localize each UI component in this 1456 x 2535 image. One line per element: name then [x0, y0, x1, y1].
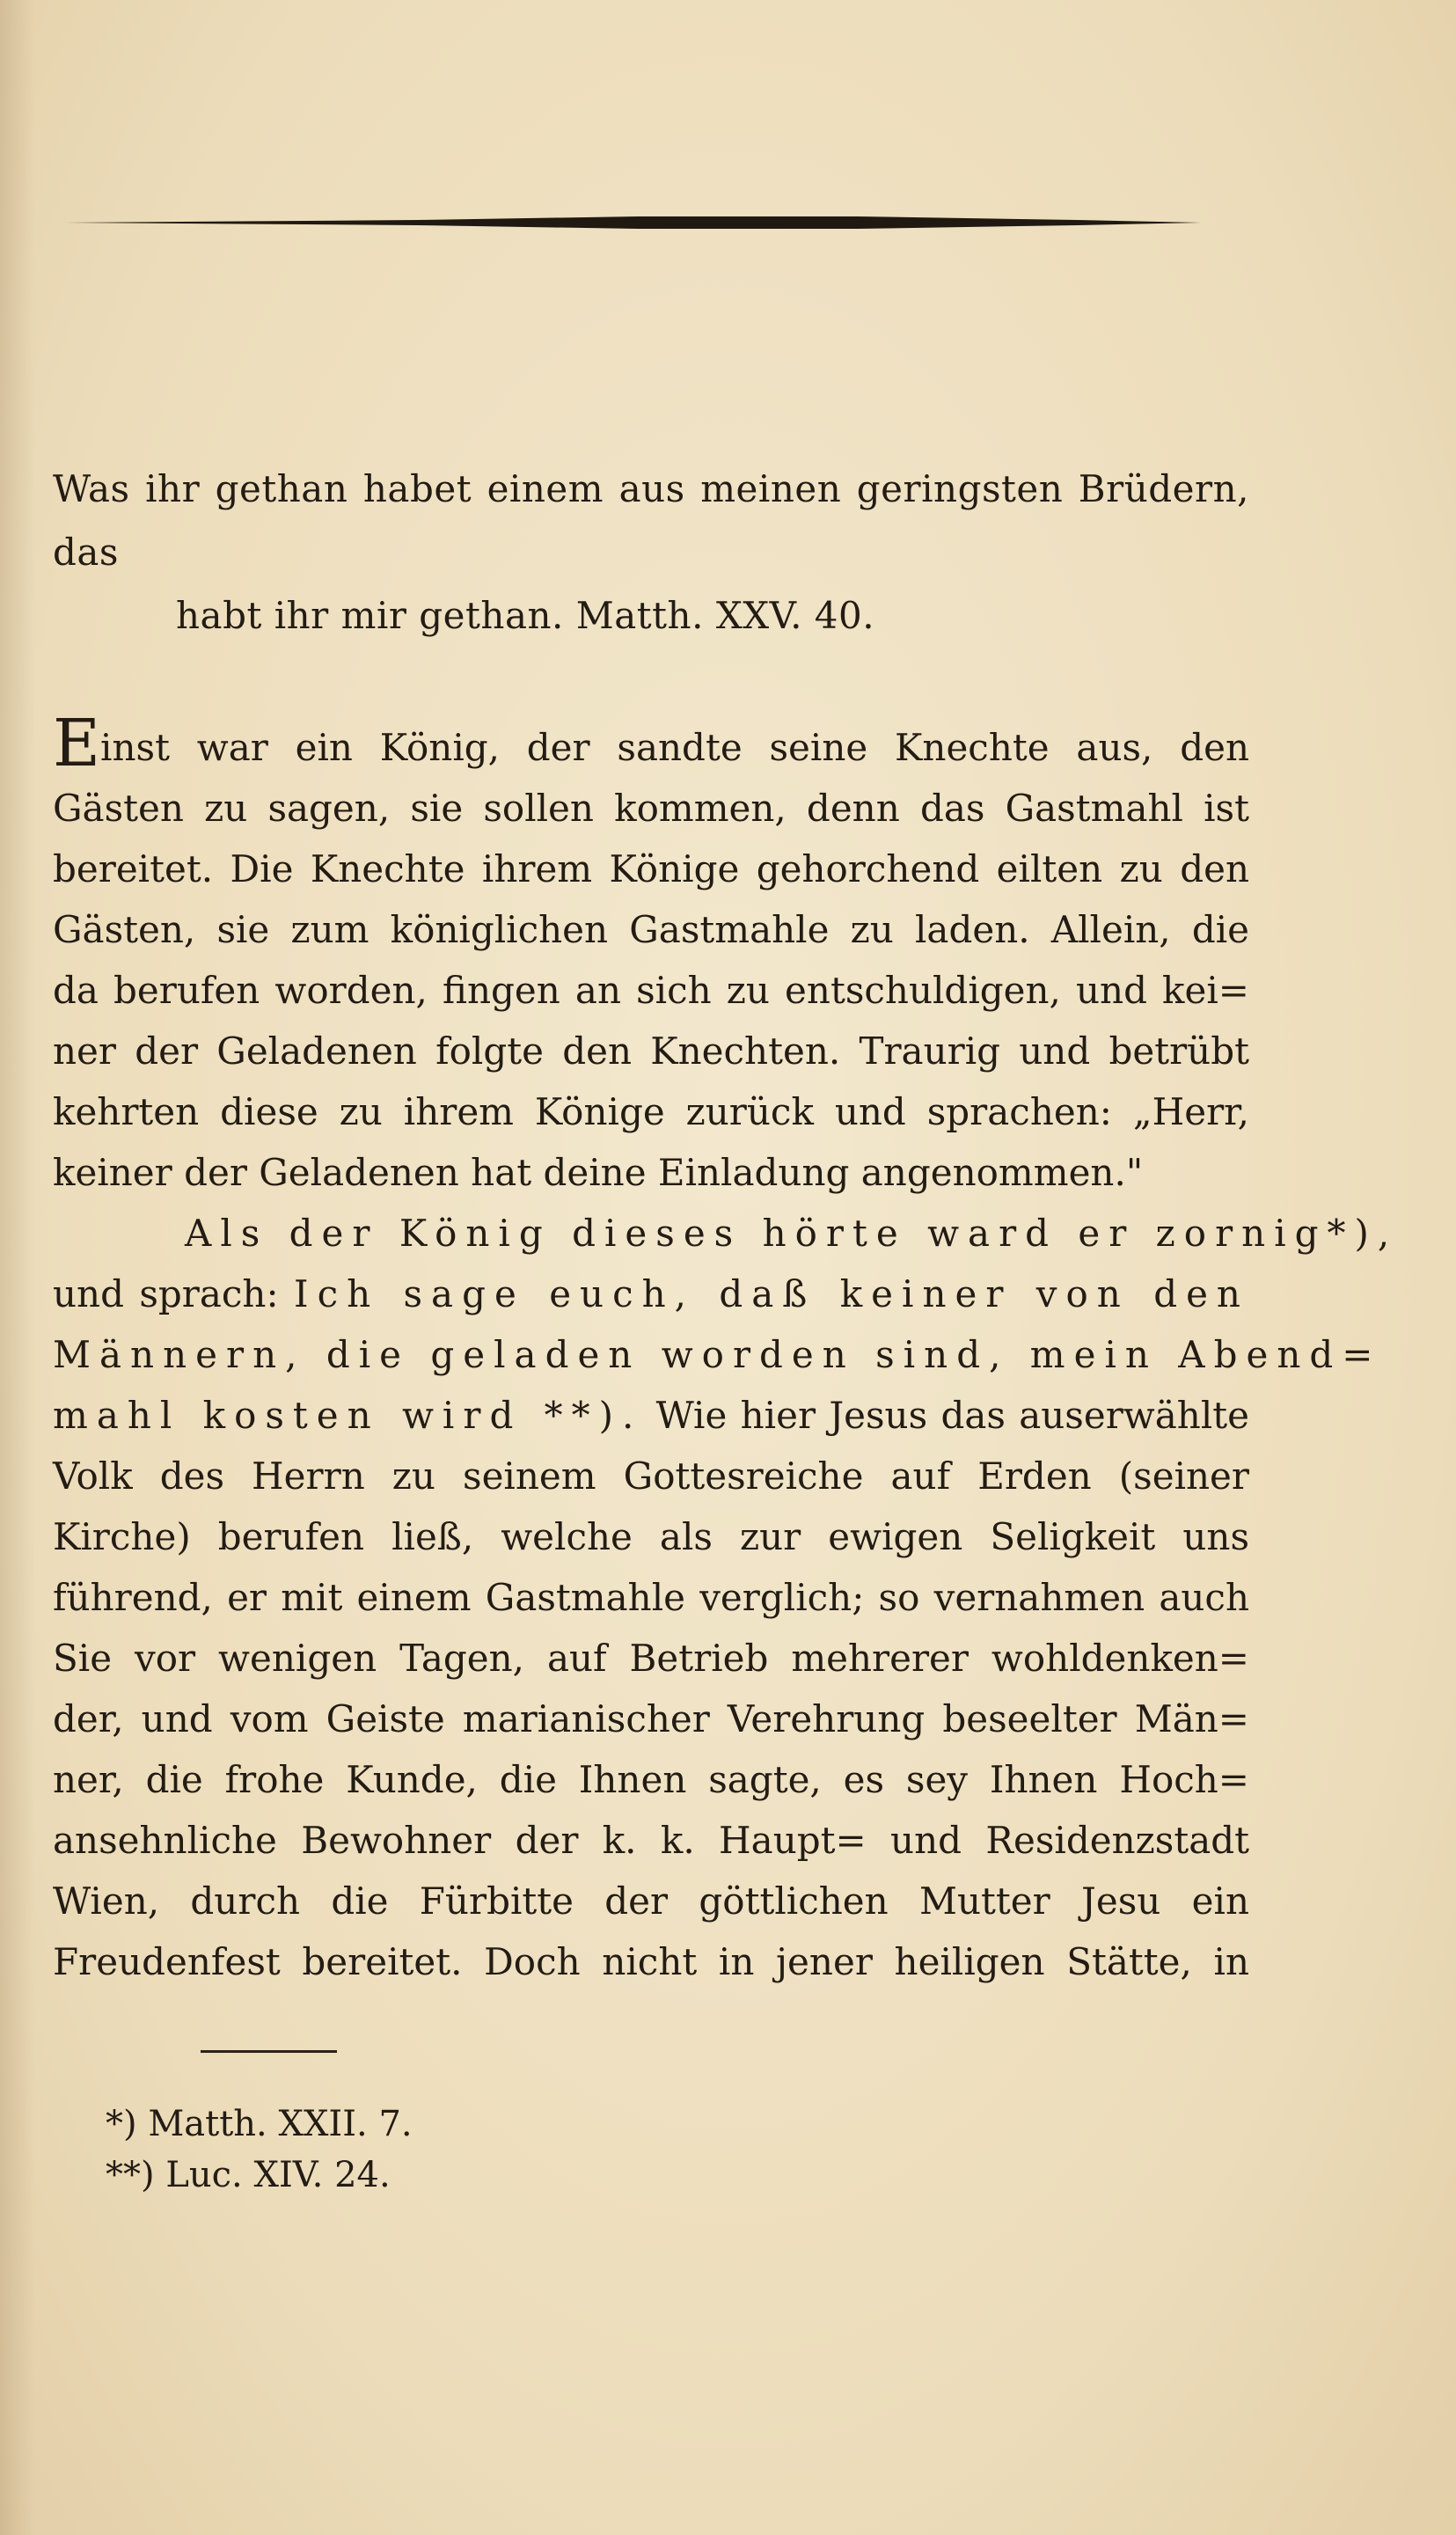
- footnote: **) Luc. XIV. 24.: [106, 2155, 391, 2195]
- paragraph-2-line: Kirche) berufen ließ, welche als zur ewigen Seligkeit uns: [53, 1515, 1249, 1558]
- page-edge-shadow: [0, 0, 35, 2535]
- paragraph-2-line: ner, die frohe Kunde, die Ihnen sagte, es sey Ihnen Hoch=: [53, 1758, 1249, 1801]
- paragraph-1-line: kehrten diese zu ihrem Könige zurück und sprachen: „Herr,: [53, 1090, 1249, 1133]
- epigraph-line-2: habt ihr mir gethan. Matth. XXV. 40.: [176, 594, 875, 637]
- paragraph-2-line: führend, er mit einem Gastmahle verglich; so vernahmen auch: [53, 1576, 1249, 1619]
- paragraph-2-line: Als der König dieses hörte ward er zornig*),: [185, 1212, 1399, 1255]
- drop-cap: E: [53, 706, 101, 781]
- paragraph-2-line: Wien, durch die Fürbitte der göttlichen Mutter Jesu ein: [53, 1879, 1249, 1923]
- epigraph-line-1: Was ihr gethan habet einem aus meinen geringsten Brüdern, das: [53, 467, 1249, 574]
- header-rule: [66, 215, 1201, 231]
- paragraph-1-line: Gästen zu sagen, sie sollen kommen, denn das Gastmahl ist: [53, 787, 1249, 830]
- paragraph-2-line: Sie vor wenigen Tagen, auf Betrieb mehrerer wohldenken=: [53, 1637, 1249, 1680]
- paragraph-2-line: Freudenfest bereitet. Doch nicht in jener heiligen Stätte, in: [53, 1940, 1249, 1983]
- paragraph-1-line: keiner der Geladenen hat deine Einladung angenommen.": [53, 1151, 1144, 1194]
- paragraph-1-line: Gästen, sie zum königlichen Gastmahle zu laden. Allein, die: [53, 908, 1249, 951]
- footnote-rule: [201, 2050, 337, 2053]
- paragraph-1-line: ner der Geladenen folgte den Knechten. Traurig und betrübt: [53, 1029, 1249, 1073]
- paragraph-1-line: bereitet. Die Knechte ihrem Könige gehorchend eilten zu den: [53, 847, 1249, 890]
- paragraph-2-line: der, und vom Geiste marianischer Verehrung beseelter Män=: [53, 1697, 1249, 1740]
- paragraph-2-line: mahl kosten wird **). Wie hier Jesus das auserwählte: [53, 1394, 1249, 1437]
- paragraph-2-line: Männern, die geladen worden sind, mein Abend=: [53, 1333, 1382, 1376]
- epigraph: [53, 458, 1249, 648]
- paragraph-2-line: und sprach: Ich sage euch, daß keiner von den: [53, 1272, 1249, 1315]
- footnotes: [106, 2099, 413, 2201]
- paragraph-1-line: da berufen worden, fingen an sich zu entschuldigen, und kei=: [53, 969, 1249, 1012]
- footnote: *) Matth. XXII. 7.: [106, 2104, 413, 2144]
- paragraph-2-line: Volk des Herrn zu seinem Gottesreiche auf Erden (seiner: [53, 1454, 1249, 1498]
- main-text: [53, 706, 1399, 1992]
- paragraph-2-line: ansehnliche Bewohner der k. k. Haupt= und Residenzstadt: [53, 1819, 1249, 1862]
- paragraph-1-line: Einst war ein König, der sandte seine Knechte aus, den: [53, 706, 1249, 781]
